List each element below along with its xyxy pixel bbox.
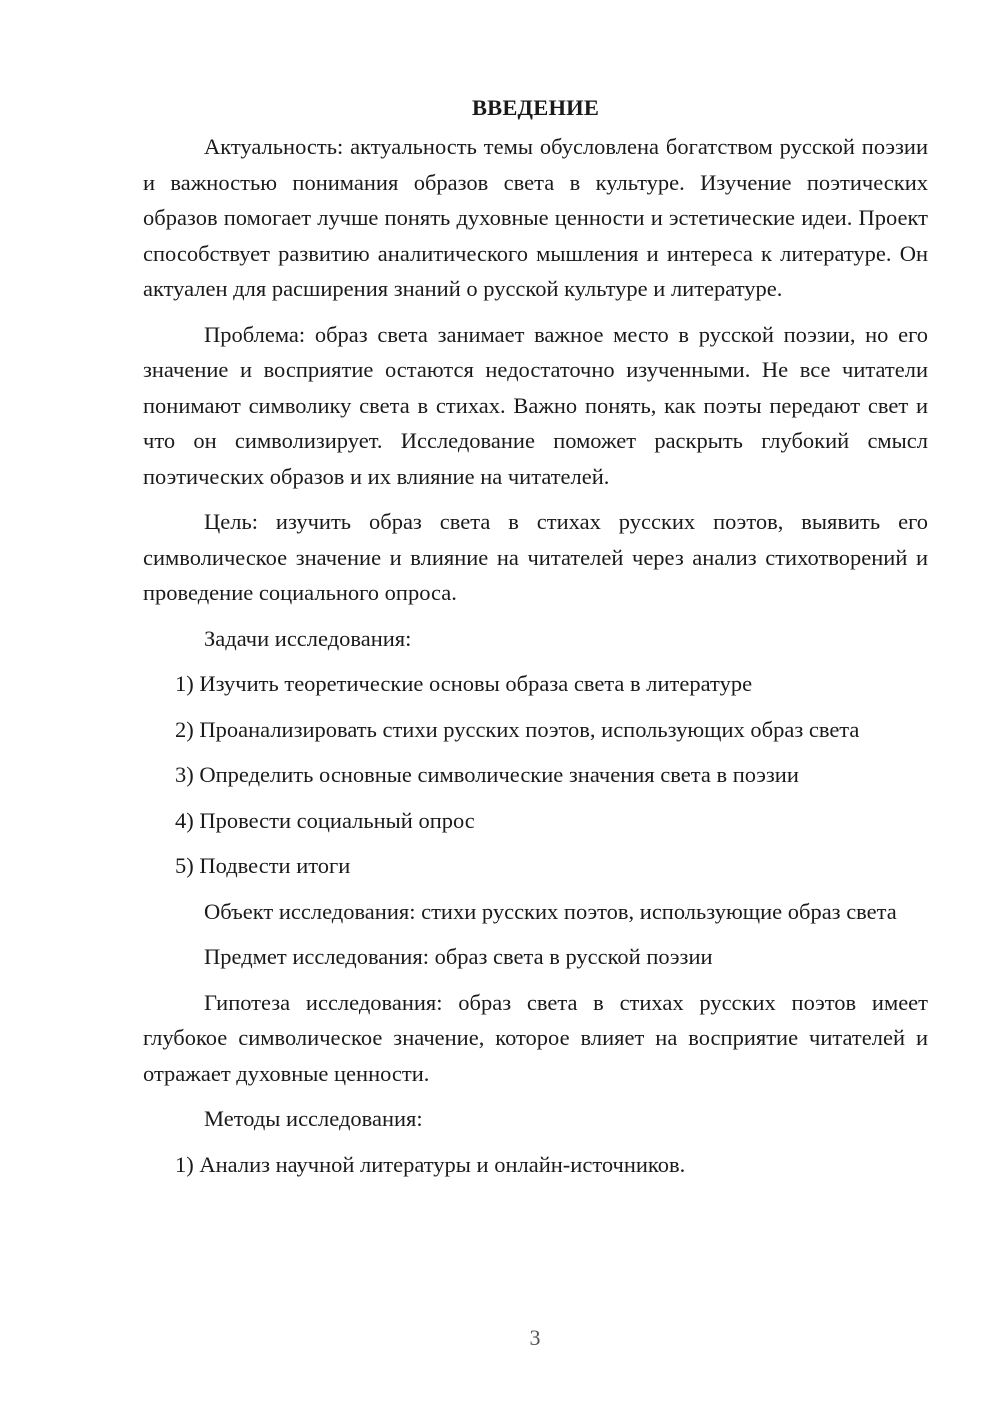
paragraph-hypothesis: Гипотеза исследования: образ света в стихах русских поэтов имеет глубокое символическое значение, которое влияет на восприятие читателей и отражает духовные ценности. (143, 989, 928, 1086)
task-item-5: 5) Подвести итоги (175, 853, 351, 878)
task-item-3: 3) Определить основные символические значения света в поэзии (175, 762, 799, 787)
methods-title: Методы исследования: (204, 1106, 423, 1131)
paragraph-subject: Предмет исследования: образ света в русской поэзии (204, 944, 713, 969)
task-item-1: 1) Изучить теоретические основы образа света в литературе (175, 671, 753, 696)
section-heading: ВВЕДЕНИЕ (471, 95, 600, 120)
paragraph-goal: Цель: изучить образ света в стихах русских поэтов, выявить его символическое значение и влияние на читателей через анализ стихотворений и проведение социального опроса. (143, 509, 928, 605)
task-item-4: 4) Провести социальный опрос (175, 807, 475, 833)
paragraph-relevance: Актуальность: актуальность темы обусловлена богатством русской поэзии и важностью понимания образов света в культуре. Изучение поэтических образов помогает лучше понять духовные ценности и эстетические идеи. Проект способствует развитию аналитического мышления и интереса к литературе. Он актуален для расширения знаний о русской культуре и литературе. (143, 134, 928, 301)
tasks-title: Задачи исследования: (204, 625, 412, 651)
page-number: 3 (529, 1325, 541, 1350)
document-page (143, 90, 928, 1192)
paragraph-object: Объект исследования: стихи русских поэтов, использующие образ света (204, 898, 897, 924)
task-item-2: 2) Проанализировать стихи русских поэтов, использующих образ света (175, 716, 860, 742)
method-item-1: 1) Анализ научной литературы и онлайн-источников. (175, 1151, 686, 1177)
paragraph-problem: Проблема: образ света занимает важное место в русской поэзии, но его значение и восприятие остаются недостаточно изученными. Не все читатели понимают символику света в стихах. Важно понять, как поэты передают свет и что он символизирует. Исследование поможет раскрыть глубокий смысл поэтических образов и их влияние на читателей. (143, 321, 928, 489)
